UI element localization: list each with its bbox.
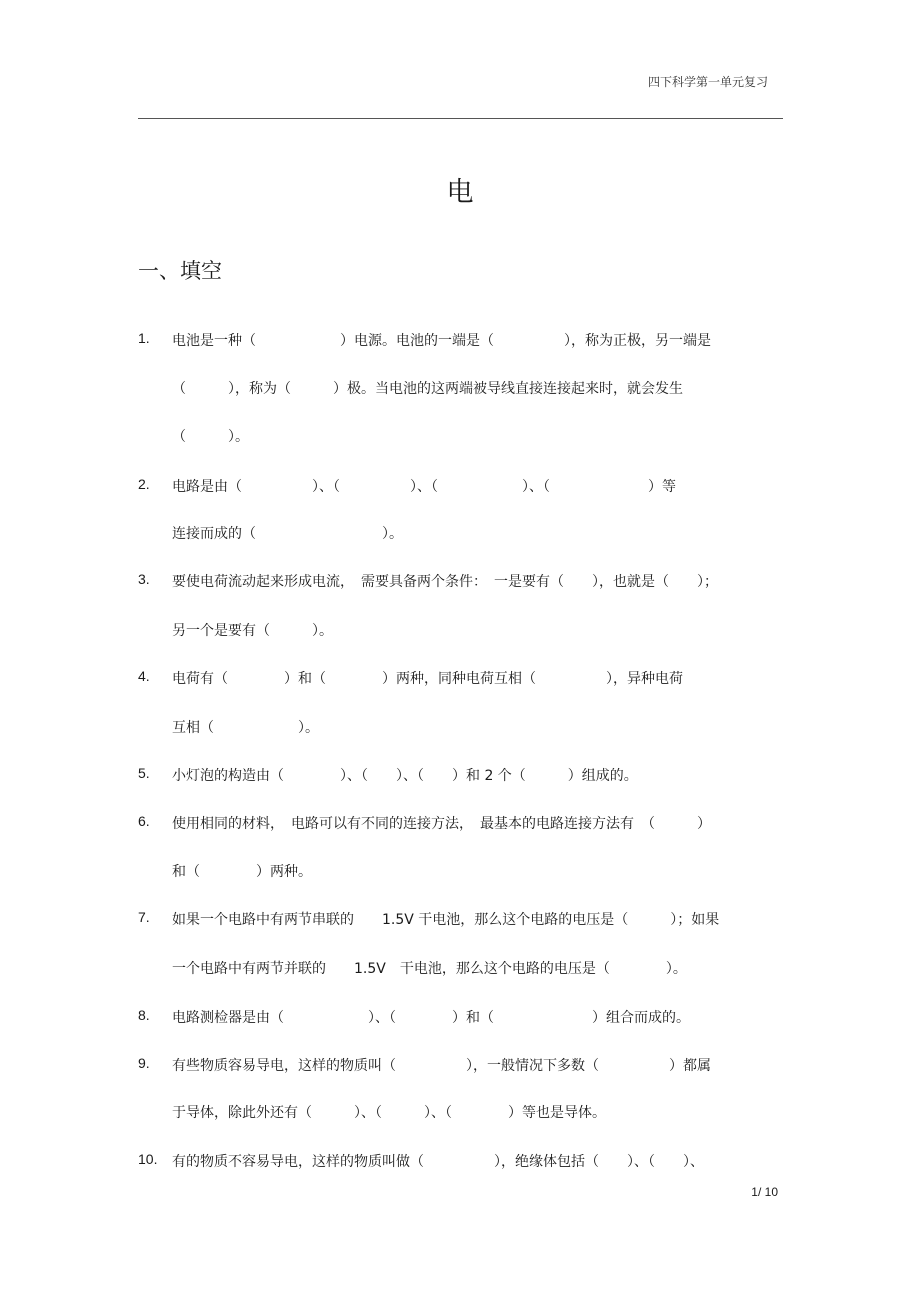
- question-number: 4.: [138, 668, 150, 684]
- page-title: 电: [446, 177, 474, 208]
- question-line: 要使电荷流动起来形成电流， 需要具备两个条件： 一是要有（ ），也就是（ ）；: [172, 574, 718, 590]
- question-number: 10.: [138, 1151, 158, 1167]
- question-line: 小灯泡的构造由（ ）、（ ）、（ ）和 2 个（ ）组成的。: [172, 768, 638, 784]
- question-number: 6.: [138, 813, 150, 829]
- question-line: 互相（ ）。: [172, 720, 319, 736]
- question-line: 和（ ）两种。: [172, 864, 312, 880]
- section-heading: 一、填空: [138, 259, 222, 283]
- header-rule: [138, 118, 783, 119]
- question-line: 电路是由（ ）、（ ）、（ ）、（ ）等: [172, 479, 676, 495]
- question-line: 电池是一种（ ）电源。电池的一端是（ ），称为正极，另一端是: [172, 333, 711, 349]
- question-number: 7.: [138, 909, 150, 925]
- question-line: 电路测检器是由（ ）、（ ）和（ ）组合而成的。: [172, 1010, 690, 1026]
- question-line: 使用相同的材料， 电路可以有不同的连接方法， 最基本的电路连接方法有 （ ）: [172, 816, 711, 832]
- question-line: 如果一个电路中有两节串联的 1.5V 干电池，那么这个电路的电压是（ ）；如果: [172, 912, 720, 928]
- question-line: 连接而成的（ ）。: [172, 526, 403, 542]
- question-line: 有的物质不容易导电，这样的物质叫做（ ），绝缘体包括（ ）、（ ）、: [172, 1154, 704, 1170]
- question-line: 一个电路中有两节并联的 1.5V 干电池，那么这个电路的电压是（ ）。: [172, 961, 687, 977]
- question-number: 1.: [138, 330, 150, 346]
- running-header: 四下科学第一单元复习: [647, 75, 768, 89]
- question-number: 2.: [138, 476, 150, 492]
- question-number: 5.: [138, 765, 150, 781]
- question-line: （ ）。: [172, 429, 249, 445]
- question-line: 另一个是要有（ ）。: [172, 623, 333, 639]
- question-number: 3.: [138, 571, 150, 587]
- page-number: 1/ 10: [751, 1185, 778, 1199]
- question-number: 9.: [138, 1055, 150, 1071]
- question-number: 8.: [138, 1007, 150, 1023]
- question-line: （ ），称为（ ）极。当电池的这两端被导线直接连接起来时，就会发生: [172, 381, 683, 397]
- question-line: 于导体，除此外还有（ ）、（ ）、（ ）等也是导体。: [172, 1105, 606, 1121]
- question-line: 有些物质容易导电，这样的物质叫（ ），一般情况下多数（ ）都属: [172, 1058, 711, 1074]
- question-line: 电荷有（ ）和（ ）两种，同种电荷互相（ ），异种电荷: [172, 671, 683, 687]
